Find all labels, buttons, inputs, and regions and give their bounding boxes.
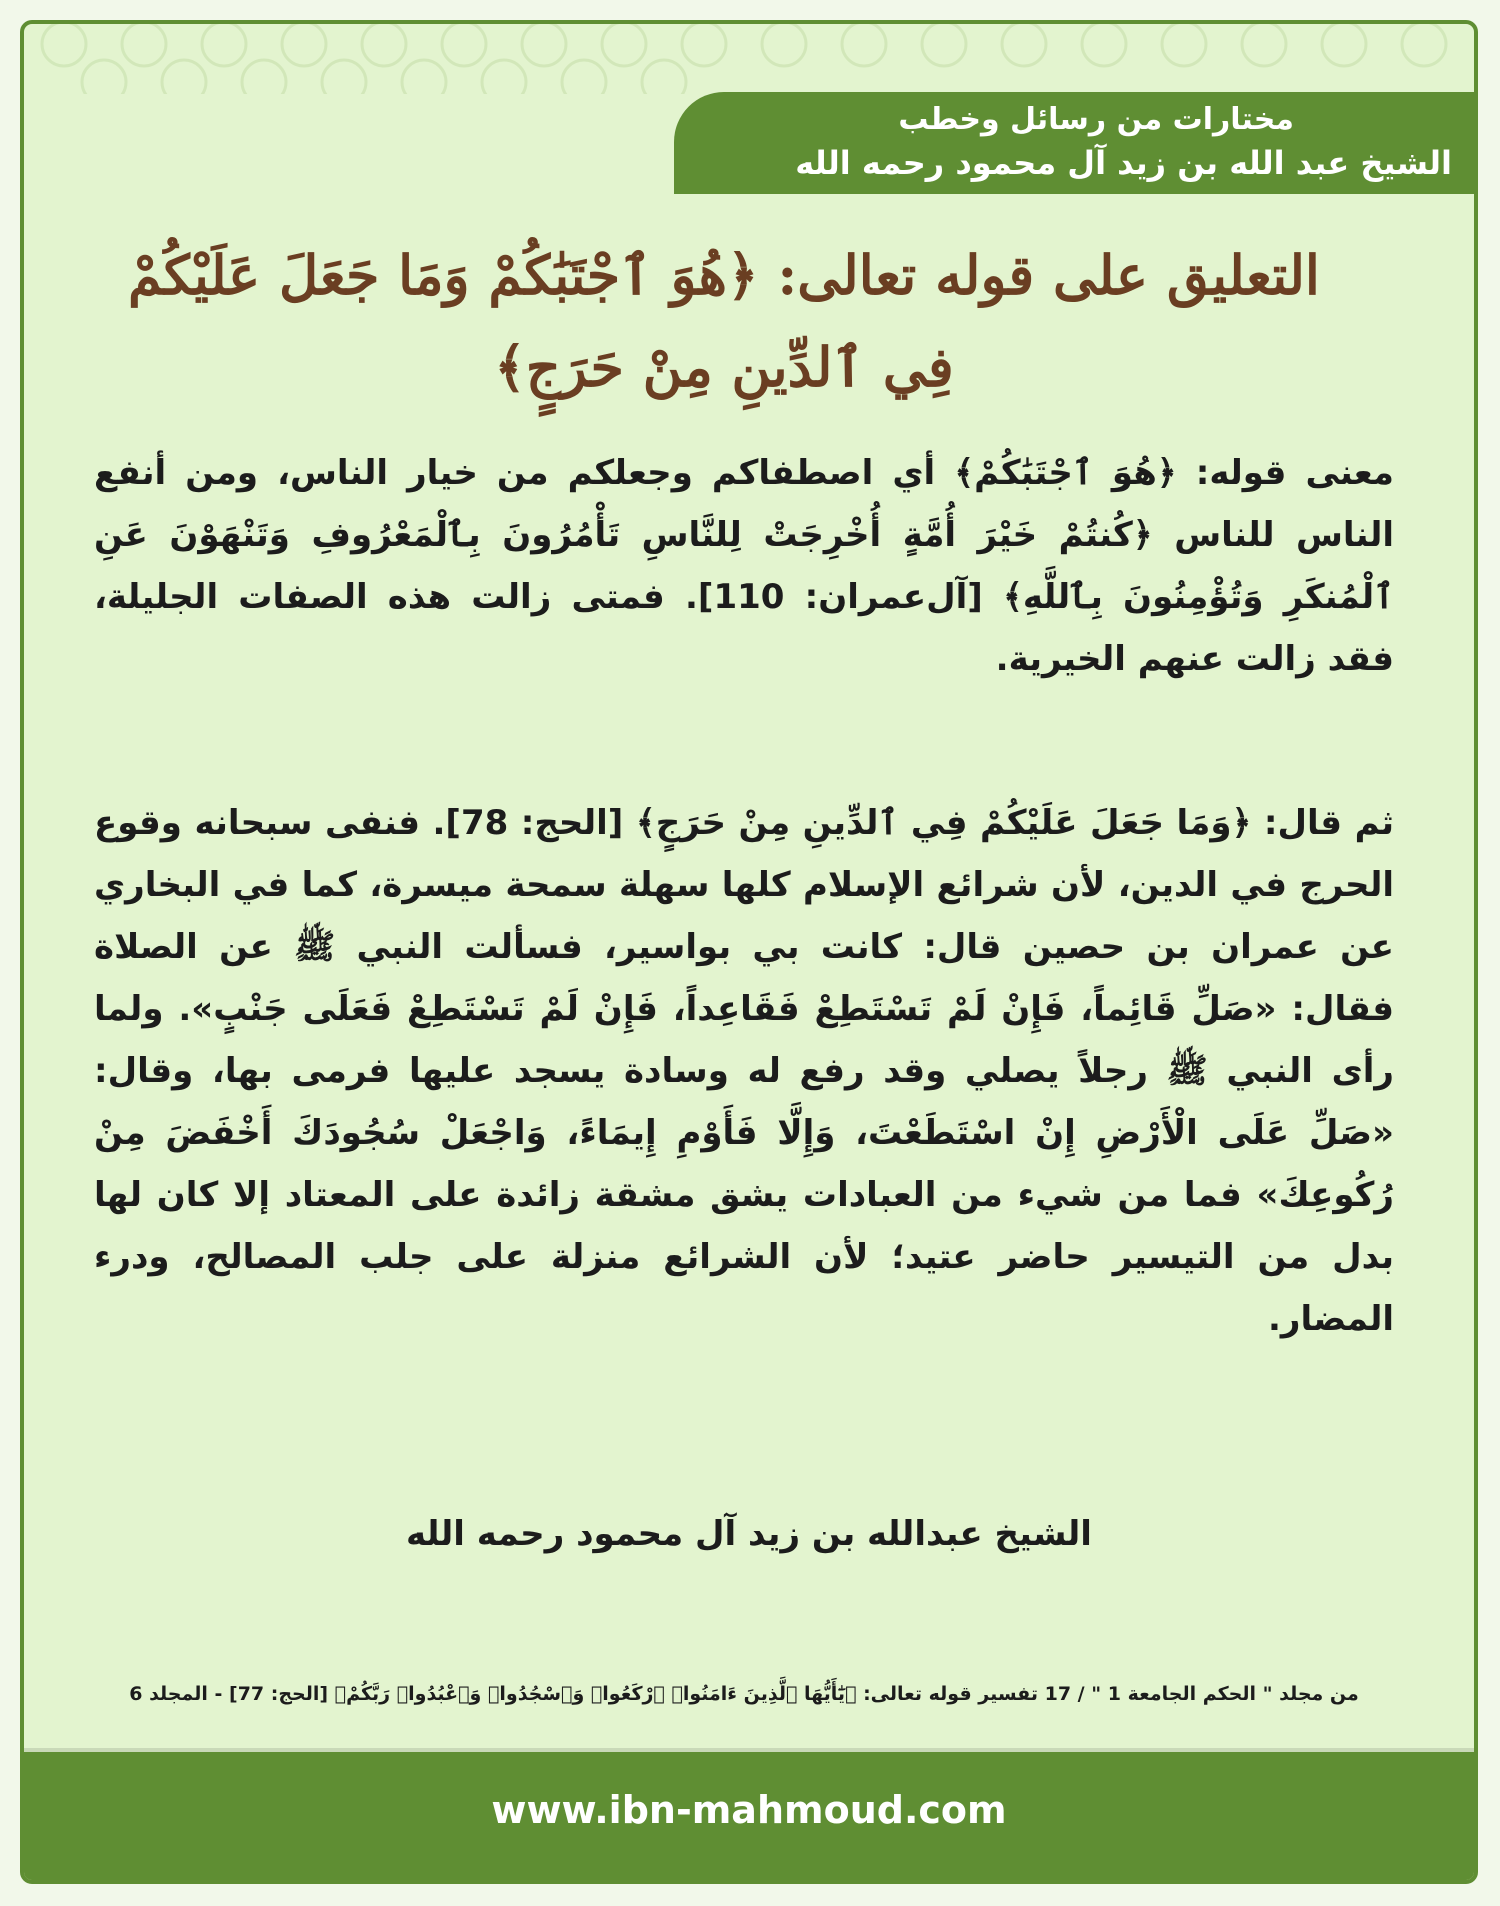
body-paragraph-1: معنى قوله: ﴿هُوَ ٱجْتَبَٰكُمْ﴾ أي اصطفاكم وجعلكم من خيار الناس، ومن أنفع الناس للناس ﴿كُنتُمْ خَيْرَ أُمَّةٍ أُخْرِجَتْ لِلنَّاسِ تَأْمُرُونَ بِٱلْمَعْرُوفِ وَتَنْهَوْنَ عَنِ ٱلْمُنكَرِ وَتُؤْمِنُونَ بِٱللَّهِ﴾ [آل‌عمران: 110]. فمتى زالت هذه الصفات الجليلة، فقد زالت عنهم الخيرية. bbox=[94, 453, 1395, 679]
header-series-title: مختارات من رسائل وخطب bbox=[898, 102, 1294, 137]
decorative-pattern bbox=[24, 24, 1474, 94]
article-title: التعليق على قوله تعالى: ﴿هُوَ ٱجْتَبَٰكُمْ وَمَا جَعَلَ عَلَيْكُمْ فِي ٱلدِّينِ مِنْ حَرَجٍ﴾ bbox=[128, 243, 1320, 399]
header-band bbox=[674, 92, 1474, 194]
body-paragraph-2: ثم قال: ﴿وَمَا جَعَلَ عَلَيْكُمْ فِي ٱلدِّينِ مِنْ حَرَجٍ﴾ [الحج: 78]. فنفى سبحانه وقوع الحرج في الدين، لأن شرائع الإسلام كلها سهلة سمحة ميسرة، كما في البخاري عن عمران بن حصين قال: كانت بي بواسير، فسألت النبي ﷺ عن الصلاة فقال: «صَلِّ قَائِماً، فَإِنْ لَمْ تَسْتَطِعْ فَقَاعِداً، فَإِنْ لَمْ تَسْتَطِعْ فَعَلَى جَنْبٍ». ولما رأى النبي ﷺ رجلاً يصلي وقد رفع له وسادة يسجد عليها فرمى بها، وقال: «صَلِّ عَلَى الْأَرْضِ إِنْ اسْتَطَعْتَ، وَإِلَّا فَأَوْمِ إِيمَاءً، وَاجْعَلْ سُجُودَكَ أَخْفَضَ مِنْ رُكُوعِكَ» فما من شيء من العبادات يشق مشقة زائدة على المعتاد إلا كان لها بدل من التيسير حاضر عتيد؛ لأن الشرائع منزلة على جلب المصالح، ودرء المضار. bbox=[94, 803, 1394, 1339]
source-footnote: من مجلد " الحكم الجامعة 1 " / 17 تفسير قوله تعالى: ﴿يَٰٓأَيُّهَا ٱلَّذِينَ ءَامَنُوا۟ ٱرْكَعُوا۟ وَٱسْجُدُوا۟ وَٱعْبُدُوا۟ رَبَّكُمْ﴾ [الحج: 77] - المجلد 6 bbox=[129, 1683, 1359, 1705]
header-author: الشيخ عبد الله بن زيد آل محمود رحمه الله bbox=[795, 144, 1452, 182]
website-link[interactable]: www.ibn-mahmoud.com bbox=[491, 1788, 1007, 1832]
author-signature: الشيخ عبدالله بن زيد آل محمود رحمه الله bbox=[406, 1514, 1092, 1554]
content-card bbox=[20, 20, 1478, 1884]
footer-band bbox=[24, 1748, 1474, 1880]
